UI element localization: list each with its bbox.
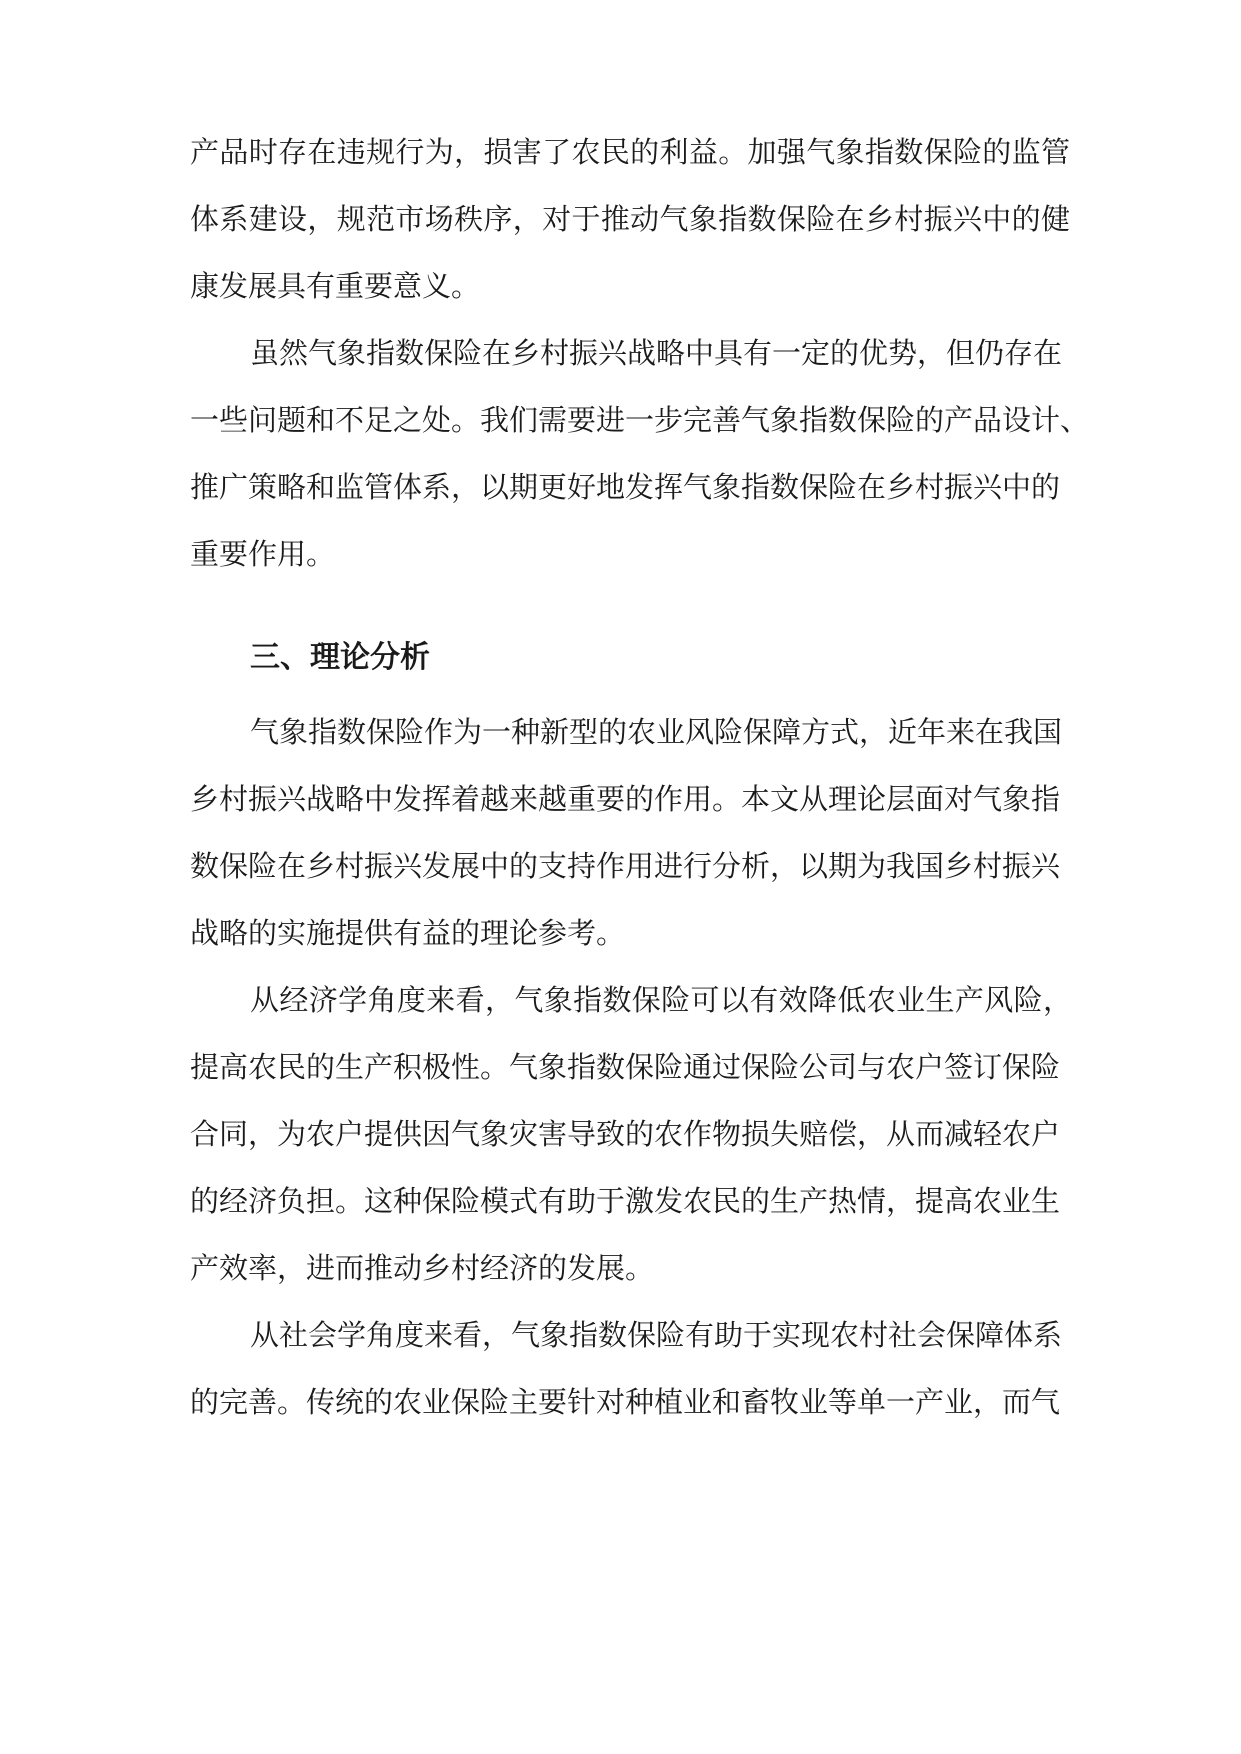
paragraph-1-line-3: 康发展具有重要意义。: [190, 269, 481, 303]
paragraph-2-line-4: 重要作用。: [190, 537, 336, 571]
section-paragraph-2-line-3: 合同，为农户提供因气象灾害导致的农作物损失赔偿，从而减轻农户: [190, 1117, 1061, 1151]
section-paragraph-2-line-4: 的经济负担。这种保险模式有助于激发农民的生产热情，提高农业生: [190, 1184, 1061, 1218]
paragraph-1-line-1: 产品时存在违规行为，损害了农民的利益。加强气象指数保险的监管: [190, 135, 1070, 169]
paragraph-2-line-1: 虽然气象指数保险在乡村振兴战略中具有一定的优势，但仍存在: [250, 336, 1063, 370]
paragraph-2-line-3: 推广策略和监管体系，以期更好地发挥气象指数保险在乡村振兴中的: [190, 470, 1061, 504]
section-heading: 三、理论分析: [250, 640, 430, 675]
paragraph-2-line-2: 一些问题和不足之处。我们需要进一步完善气象指数保险的产品设计、: [190, 403, 1090, 437]
section-paragraph-1-line-1: 气象指数保险作为一种新型的农业风险保障方式，近年来在我国: [250, 715, 1063, 749]
section-paragraph-2-line-1: 从经济学角度来看，气象指数保险可以有效降低农业生产风险，: [250, 983, 1072, 1017]
section-paragraph-1-line-3: 数保险在乡村振兴发展中的支持作用进行分析，以期为我国乡村振兴: [190, 849, 1061, 883]
paragraph-1-line-2: 体系建设，规范市场秩序，对于推动气象指数保险在乡村振兴中的健: [190, 202, 1070, 236]
section-paragraph-3-line-2: 的完善。传统的农业保险主要针对种植业和畜牧业等单一产业，而气: [190, 1385, 1061, 1419]
section-paragraph-2-line-2: 提高农民的生产积极性。气象指数保险通过保险公司与农户签订保险: [190, 1050, 1061, 1084]
section-paragraph-3-line-1: 从社会学角度来看，气象指数保险有助于实现农村社会保障体系: [250, 1318, 1063, 1352]
section-paragraph-2-line-5: 产效率，进而推动乡村经济的发展。: [190, 1251, 655, 1285]
section-paragraph-1-line-4: 战略的实施提供有益的理论参考。: [190, 916, 626, 950]
section-paragraph-1-line-2: 乡村振兴战略中发挥着越来越重要的作用。本文从理论层面对气象指: [190, 782, 1061, 816]
